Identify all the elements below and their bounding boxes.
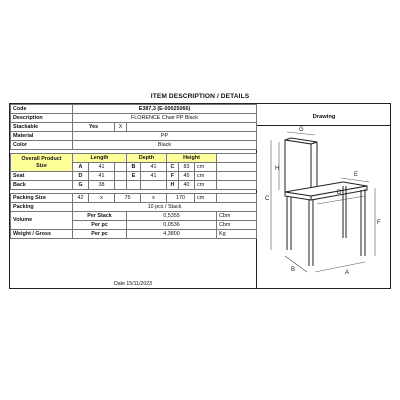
weight-label: Weight / Gross [11, 230, 73, 239]
volume-per-stack-label: Per Stack [73, 212, 127, 221]
overall-value-b: 41 [141, 163, 167, 172]
weight-value: 4,3800 [127, 230, 217, 239]
seat-letter-e: E [127, 172, 141, 181]
drawing-title: Drawing [312, 114, 336, 120]
overall-letter-b: B [127, 163, 141, 172]
packing-size-height: 170 [167, 194, 195, 203]
packing-size-label: Packing Size [11, 194, 73, 203]
volume-per-pc-label: Per pc [73, 221, 127, 230]
seat-unit: cm [195, 172, 217, 181]
stackable-value: Yes [73, 123, 115, 132]
seat-value-e: 41 [141, 172, 167, 181]
volume-per-stack-value: 0,5355 [127, 212, 217, 221]
volume-per-pc-value: 0,0536 [127, 221, 217, 230]
dim-label-a: A [345, 270, 350, 276]
back-label: Back [11, 181, 73, 190]
color-label: Color [11, 141, 73, 150]
packing-size-length: 42 [73, 194, 89, 203]
seat-letter-d: D [73, 172, 89, 181]
overall-size-label-line1: Overall Product [21, 155, 62, 162]
volume-per-pc-unit: Cbm [217, 221, 257, 230]
back-unit: cm [195, 181, 217, 190]
stackable-mark: X [115, 123, 127, 132]
weight-per-pc-label: Per pc [73, 230, 127, 239]
back-value-g: 38 [89, 181, 115, 190]
overall-letter-a: A [73, 163, 89, 172]
description-value: FLORENCE Chair PP Black [73, 114, 257, 123]
description-label: Description [11, 114, 73, 123]
back-letter-h: H [167, 181, 179, 190]
dim-label-f: F [377, 220, 381, 226]
packing-value: 10 pcs / Stack [73, 203, 257, 212]
dim-label-h: H [275, 166, 280, 172]
chair-drawing [257, 126, 389, 288]
volume-per-stack-unit: Cbm [217, 212, 257, 221]
dim-label-d: D [337, 190, 342, 196]
details-panel [9, 103, 257, 289]
header-depth: Depth [127, 154, 167, 163]
overall-size-label-line2: Size [36, 162, 47, 169]
overall-size-label [11, 154, 73, 172]
packing-label: Packing [11, 203, 73, 212]
overall-value-a: 41 [89, 163, 115, 172]
dim-label-b: B [291, 267, 296, 273]
packing-size-unit: cm [195, 194, 217, 203]
dim-label-e: E [354, 172, 359, 178]
packing-size-x1: x [89, 194, 115, 203]
details-table [10, 104, 257, 239]
spec-sheet [9, 103, 391, 289]
color-value: Black [73, 141, 257, 150]
overall-value-c: 83 [179, 163, 195, 172]
overall-unit: cm [195, 163, 217, 172]
weight-unit: Kg [217, 230, 257, 239]
seat-value-f: 45 [179, 172, 195, 181]
packing-size-width: 75 [115, 194, 141, 203]
backrest [285, 140, 311, 196]
header-length: Length [73, 154, 127, 163]
packing-size-x2: x [141, 194, 167, 203]
seat-label: Seat [11, 172, 73, 181]
back-value-h: 40 [179, 181, 195, 190]
drawing-panel [257, 103, 391, 289]
stackable-label: Stackable [11, 123, 73, 132]
header-height: Height [167, 154, 217, 163]
volume-label: Volume [11, 212, 73, 230]
code-label: Code [11, 105, 73, 114]
material-value: PP [73, 132, 257, 141]
overall-letter-c: C [167, 163, 179, 172]
dim-label-c: C [265, 196, 270, 202]
document-title: ITEM DESCRIPTION / DETAILS [150, 93, 250, 100]
material-label: Material [11, 132, 73, 141]
seat-letter-f: F [167, 172, 179, 181]
dim-label-g: G [299, 127, 304, 133]
code-value: E387,3 (E-00025066) [73, 105, 257, 114]
seat-value-d: 41 [89, 172, 115, 181]
date-footer: Date 15/11/2023 [114, 281, 152, 287]
back-letter-g: G [73, 181, 89, 190]
